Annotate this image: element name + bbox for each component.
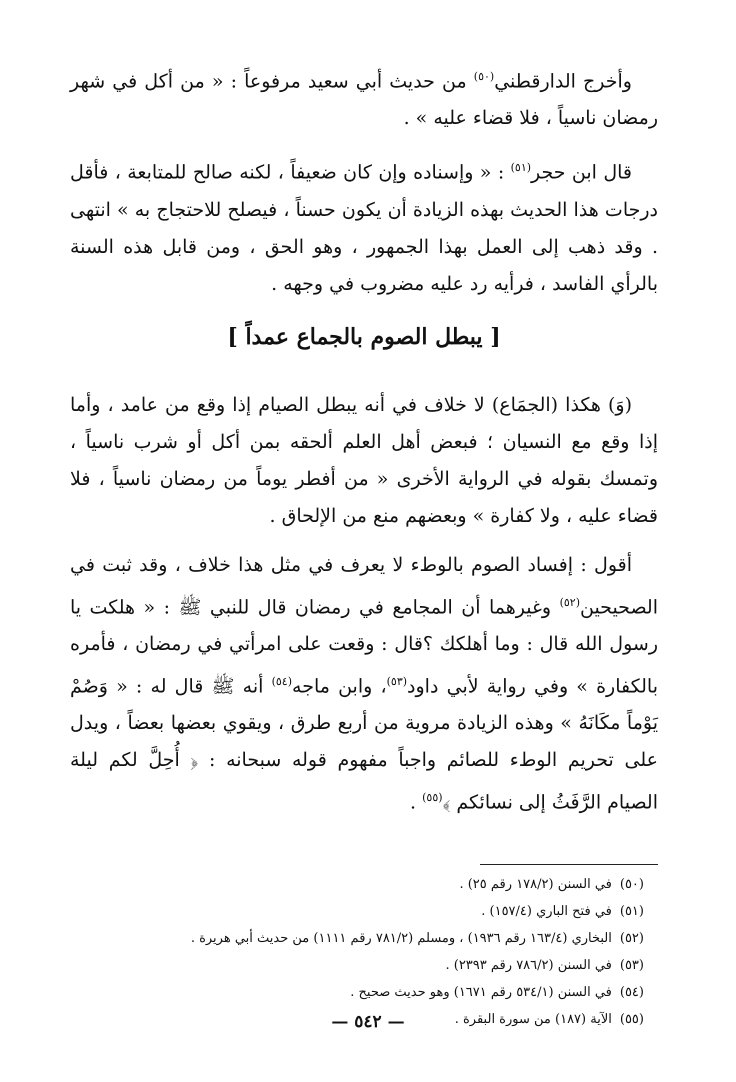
footnote-divider <box>480 864 658 865</box>
footnote-item <box>70 898 644 925</box>
footnote-number: (٥٤) <box>619 984 644 1000</box>
text: من حديث أبي سعيد مرفوعاً : « من أكل في شهر رمضان ناسياً ، فلا قضاء عليه » . <box>70 70 658 130</box>
footnote-ref: (٥٥) <box>422 791 443 805</box>
footnotes-list <box>70 871 658 1033</box>
text: . <box>410 791 423 814</box>
footnote-ref: (٥١) <box>510 161 532 175</box>
section-heading: [ يبطل الصوم بالجماع عمداً ] <box>227 323 501 350</box>
footnote-text: البخاري (١٦٣/٤ رقم ١٩٣٦) ، ومسلم (٧٨١/٢ رقم ١١١١) من حديث أبي هريرة . <box>190 930 612 946</box>
text: وغيرهما أن المجامع في رمضان قال للنبي ﷺ : « هلكت يا رسول الله قال : وما أهلكك ؟قال : وقعت على امرأتي في رمضان ، فأمره بالكفارة » وفي رواية لأبي داود <box>70 595 658 698</box>
footnote-item <box>70 871 644 898</box>
footnote-number: (٥٢) <box>619 930 644 946</box>
footnote-number: (٥٠) <box>619 876 644 892</box>
footnote-number: (٥٣) <box>619 957 644 973</box>
footnote-item <box>70 979 644 1006</box>
footnote-text: في السنن (١٧٨/٢ رقم ٢٥) . <box>459 876 612 892</box>
footnote-text: في السنن (٧٨٦/٢ رقم ٢٣٩٣) . <box>445 957 612 973</box>
text: (وَ) هكذا (الجمَاع) لا خلاف في أنه يبطل الصيام إذا وقع من عامد ، وأما إذا وقع مع النسيان ؛ فبعض أهل العلم ألحقه بمن أكل أو شرب ناسياً ، وتمسك بقوله في الرواية الأخرى « من أفطر يوماً من رمضان ناسياً ، فلا قضاء عليه ، ولا كفارة » وبعضهم منع من الإلحاق . <box>70 393 658 527</box>
footnote-ref: (٥٤) <box>271 674 293 688</box>
footnote-number: (٥١) <box>619 903 644 919</box>
footnote-item <box>70 952 644 979</box>
footnote-text: في فتح الباري (١٥٧/٤) . <box>481 903 612 919</box>
text: قال ابن حجر <box>531 161 633 184</box>
footnote-text: في السنن (٥٣٤/١ رقم ١٦٧١) وهو حديث صحيح . <box>350 984 612 1000</box>
footnote-text: الآية (١٨٧) من سورة البقرة . <box>454 1011 612 1027</box>
paragraph-aqulu <box>70 547 658 822</box>
footnote-number: (٥٥) <box>619 1011 644 1027</box>
text: وأخرج الدارقطني <box>494 70 632 93</box>
text: : « وإسناده وإن كان ضعيفاً ، لكنه صالح للمتابعة ، فأقل درجات هذا الحديث بهذه الزيادة أن يكون حسناً ، فيصلح للاحتجاج به » انتهى . وقد ذهب إلى العمل بهذا الجمهور ، وهو الحق ، ومن قابل هذه السنة بالرأي الفاسد ، فرأيه رد عليه مضروب في وجهه . <box>70 161 658 295</box>
paragraph-jima <box>70 387 658 535</box>
text: أقول : إفساد الصوم بالوطء لا يعرف في مثل هذا خلاف ، وقد ثبت في الصحيحين <box>70 553 658 618</box>
text: ، وابن ماجه <box>292 675 387 698</box>
footnote-ref: (٥٠) <box>473 70 495 83</box>
footnote-ref: (٥٣) <box>386 674 408 688</box>
paragraph-daraqutni <box>70 58 658 137</box>
page-number: — ٥٤٢ — <box>331 1012 405 1032</box>
text: أنه ﷺ قال له : « وَصُمْ يَوْماً مكَانَهُ » وهذه الزيادة مروية من أربع طرق ، ويقوي بعضها بعضاً ، ويدل على تحريم الوطء للصائم واجباً مفهوم قوله سبحانه : ﴿ أُحِلَّ لكم ليلة الصيام الرَّفَثُ إلى نسائكم ﴾ <box>70 675 658 814</box>
paragraph-ibn-hajar <box>70 149 658 302</box>
footnote-ref: (٥٢) <box>559 595 580 609</box>
footnote-item <box>70 925 644 952</box>
